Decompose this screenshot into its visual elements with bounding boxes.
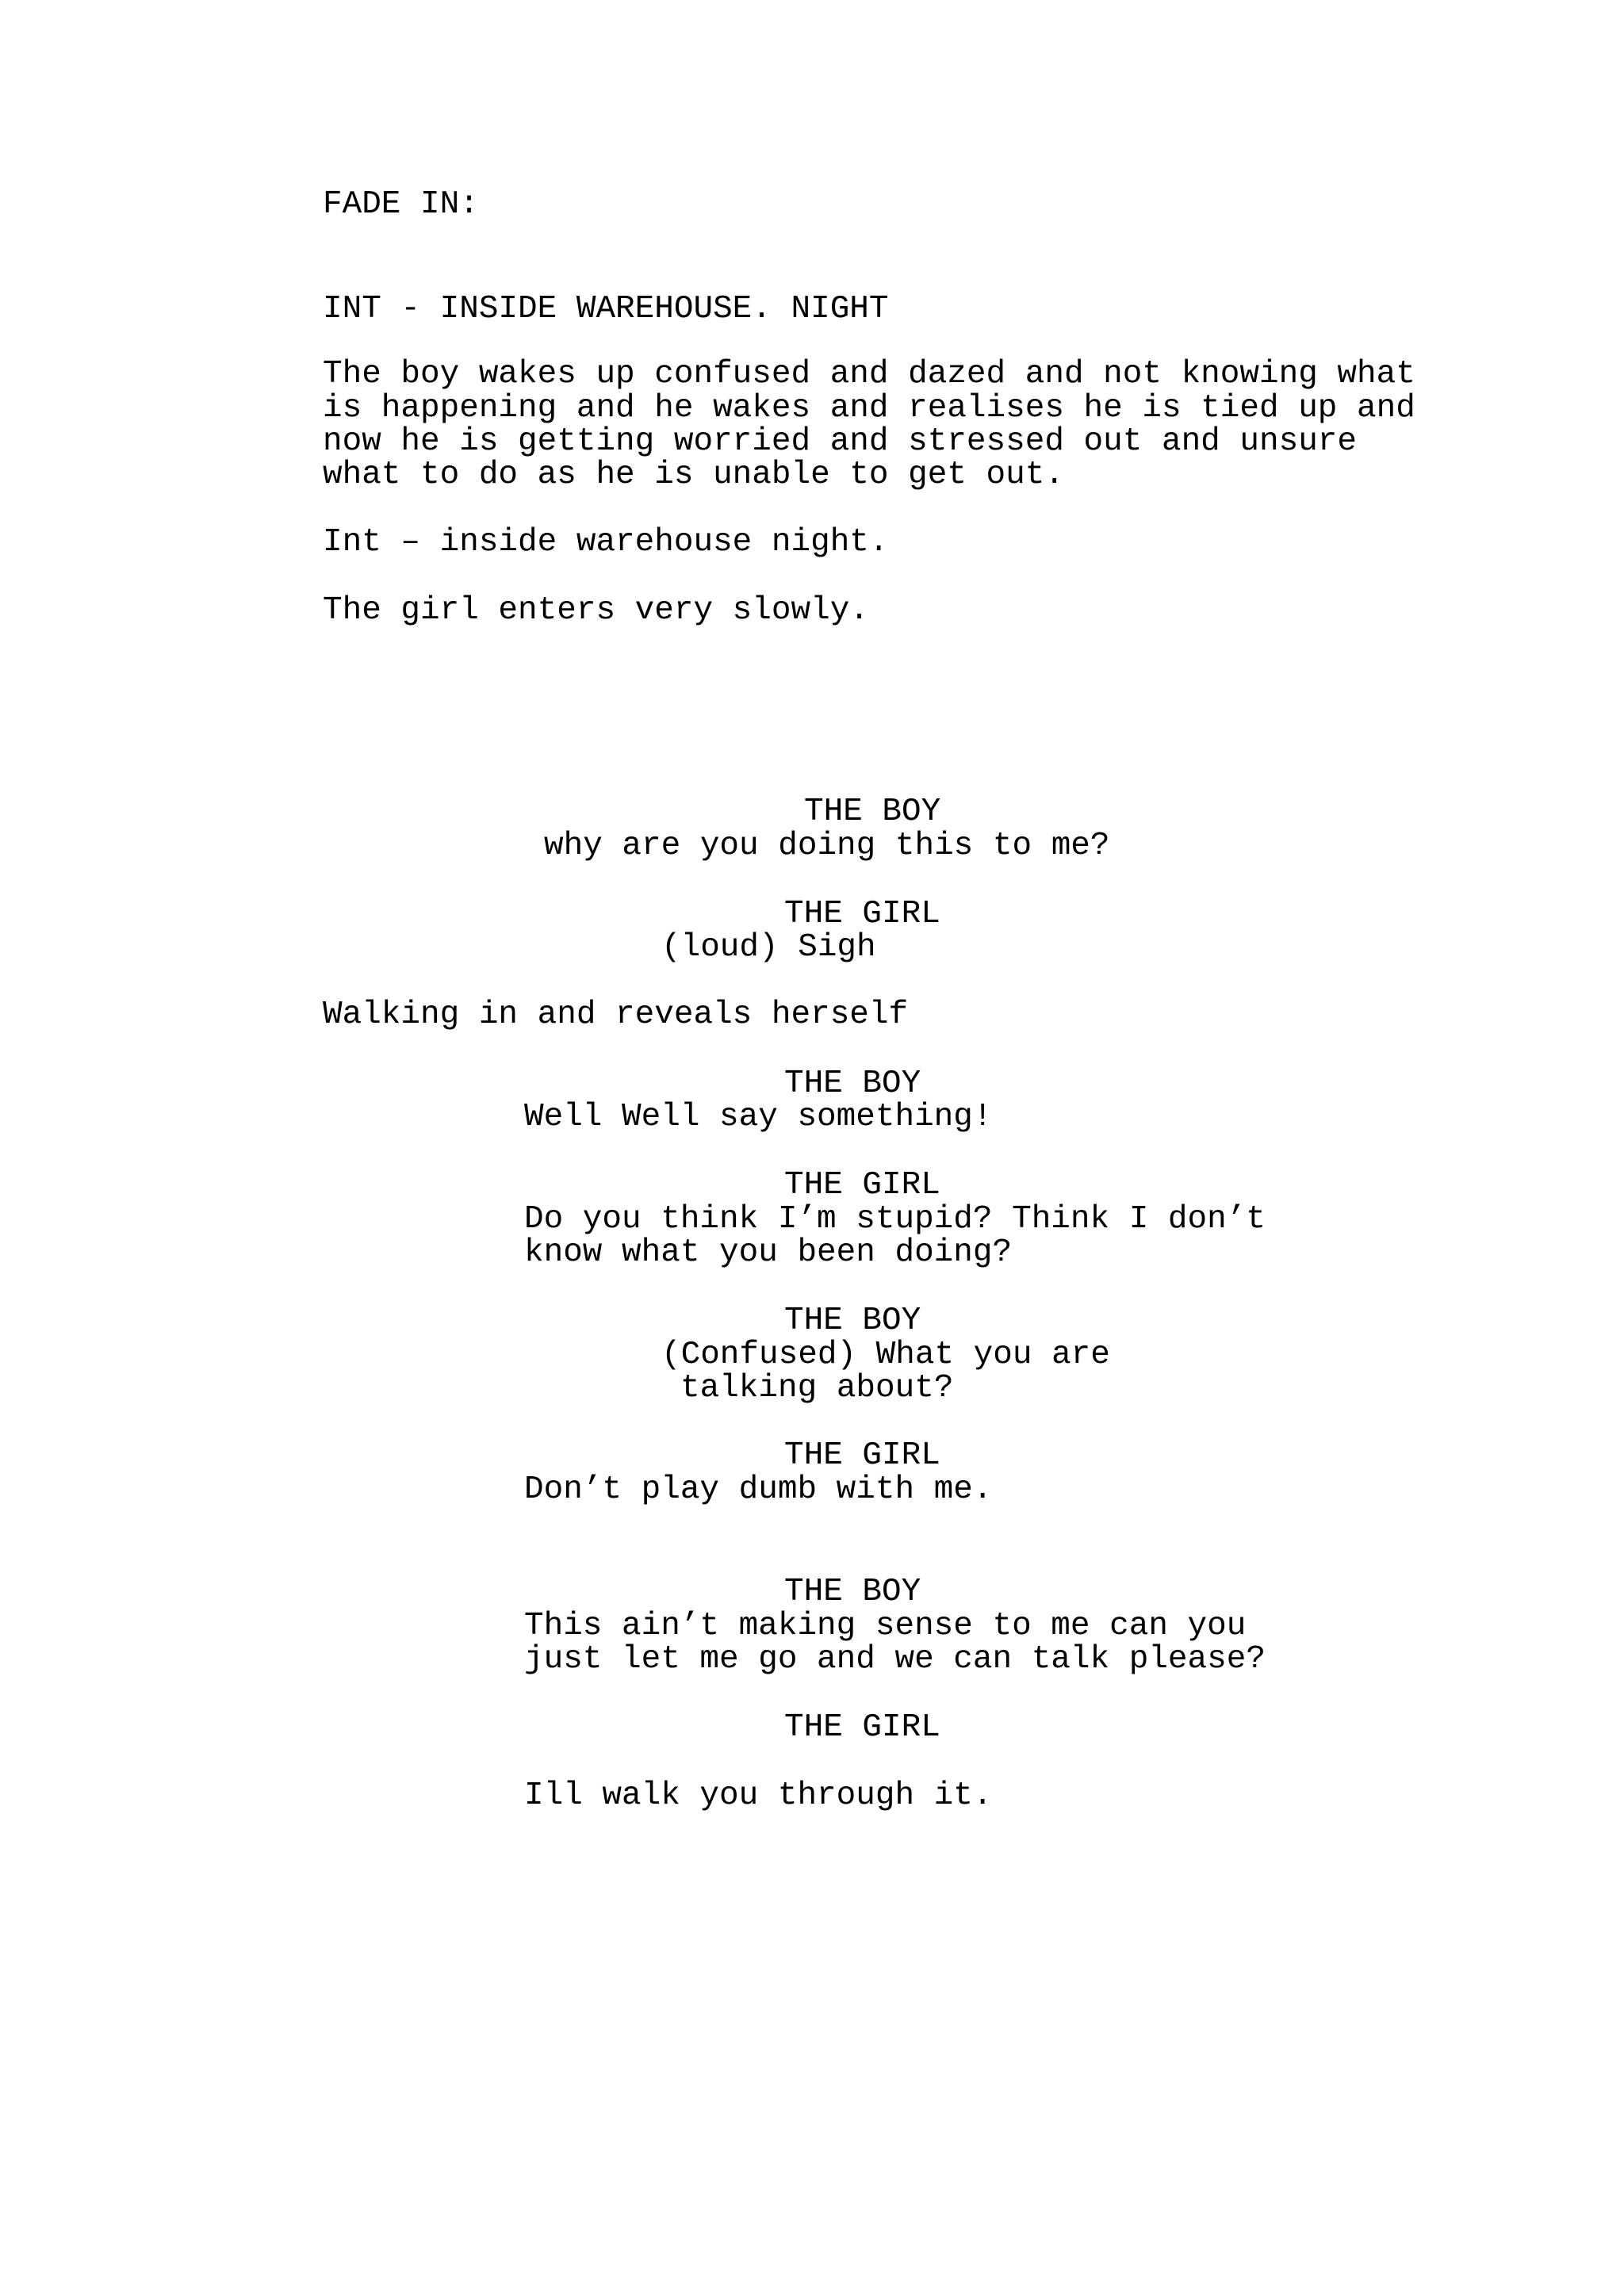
character-name: THE BOY	[784, 1066, 921, 1102]
dialogue-line: know what you been doing?	[524, 1234, 1013, 1271]
character-name: THE GIRL	[784, 896, 940, 932]
scene-heading: Int – inside warehouse night.	[323, 524, 889, 561]
action-line: what to do as he is unable to get out.	[323, 457, 1064, 493]
action-line: is happening and he wakes and realises he is tied up and	[323, 390, 1415, 427]
action-line: The boy wakes up confused and dazed and not knowing what	[323, 356, 1415, 392]
dialogue-line: Do you think I’m stupid? Think I don’t	[524, 1201, 1266, 1238]
dialogue-line: just let me go and we can talk please?	[524, 1641, 1266, 1678]
dialogue-line: Don’t play dumb with me.	[524, 1471, 993, 1508]
parenthetical: (loud) Sigh	[661, 929, 876, 966]
dialogue-line: Ill walk you through it.	[524, 1777, 993, 1814]
character-name: THE GIRL	[784, 1709, 940, 1746]
action-line: now he is getting worried and stressed out and unsure	[323, 423, 1358, 460]
character-name: THE GIRL	[784, 1437, 940, 1474]
character-name: THE GIRL	[784, 1167, 940, 1203]
dialogue-line: This ain’t making sense to me can you	[524, 1608, 1247, 1644]
action-line: Walking in and reveals herself	[323, 997, 909, 1033]
character-name: THE BOY	[784, 1574, 921, 1610]
parenthetical: (Confused) What you are	[661, 1337, 1110, 1373]
parenthetical: talking about?	[680, 1370, 954, 1406]
dialogue-line: Well Well say something!	[524, 1099, 993, 1135]
character-name: THE BOY	[784, 1303, 921, 1339]
action-line: The girl enters very slowly.	[323, 592, 869, 629]
dialogue-line: why are you doing this to me?	[544, 828, 1110, 864]
transition: FADE IN:	[323, 186, 479, 223]
character-name: THE BOY	[804, 794, 941, 830]
scene-heading: INT - INSIDE WAREHOUSE. NIGHT	[323, 291, 889, 327]
